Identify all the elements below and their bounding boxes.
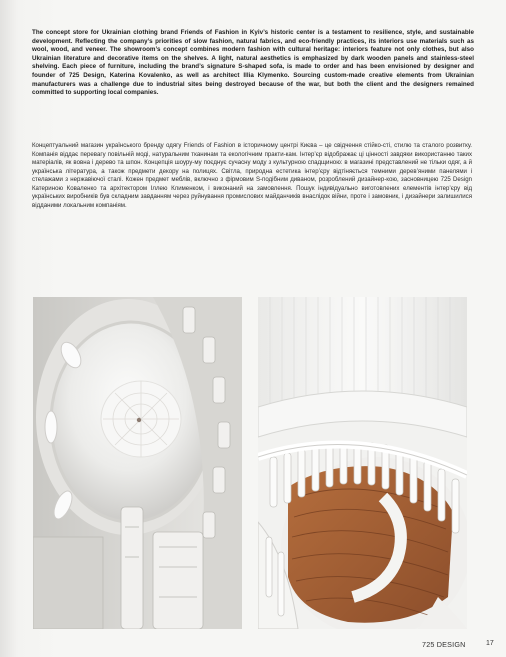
staircase-ceiling-photo [33,297,242,629]
staircase-ceiling-illustration [33,297,242,629]
ukrainian-paragraph: Концептуальний магазин українського бренду одягу Friends of Fashion в історичному центрі Києва – це свідчення стійко-сті, стилю та сталого розвитку. Компанія віддає перевагу повільній моді, натуральним тканинам та екологічним практи-кам. Інтер’єр відображає ці цінності завдяки використанню таких матеріалів, як вовна і дерево та шпон. Концепція шоуру-му поєднує сучасну моду з культурною спадщиною: в магазині представлений не тільки одяг, а й українська література, а також предмети декору на полицях. Світла, природна естетика інтер’єру відтіняється темними дерев’яними панелями і стелажами з нержавіючої сталі. Кожен предмет меблів, включно з фірмовим S-подібним диваном, розроблений дизайнер-кою, засновницею 725 Design Катериною Коваленко та архітектором Іллею Клименком, і виконаний на замовлення. Пошук індивідуально виготовлених елементів інтер’єру від українських виробників був складним завданням через руйнування промислових майданчиків внаслідок війни, проте і замовник, і дизайнери залишилися відданими локальним компаніям. [32,142,472,209]
footer-brand: 725 DESIGN [422,640,466,649]
page-number: 17 [486,640,494,647]
spiral-staircase-illustration [258,297,467,629]
spiral-staircase-photo [258,297,467,629]
english-paragraph: The concept store for Ukrainian clothing brand Friends of Fashion in Kyiv’s historic center is a testament to resilience, style, and sustainable development. Reflecting the company’s priorities of slow fashion, natural fabrics, and eco-friendly practices, its interiors use materials such as wool, wood, and veneer. The showroom’s concept combines modern fashion with cultural heritage: interiors feature not only clothes, but also Ukrainian literature and decorative items on the shelves. A light, natural aesthetics is emphasized by dark wooden panels and stainless-steel shelving. Each piece of furniture, including the brand’s signature S-shaped sofa, is made to order and has been envisioned by designer and founder of 725 Design, Katerina Kovalenko, as well as architect Illia Klymenko. Sourcing custom-made creative elements from Ukrainian manufacturers was a challenge due to industrial sites being destroyed because of the war, but both the client and the designers remained committed to supporting local companies. [32,29,474,97]
